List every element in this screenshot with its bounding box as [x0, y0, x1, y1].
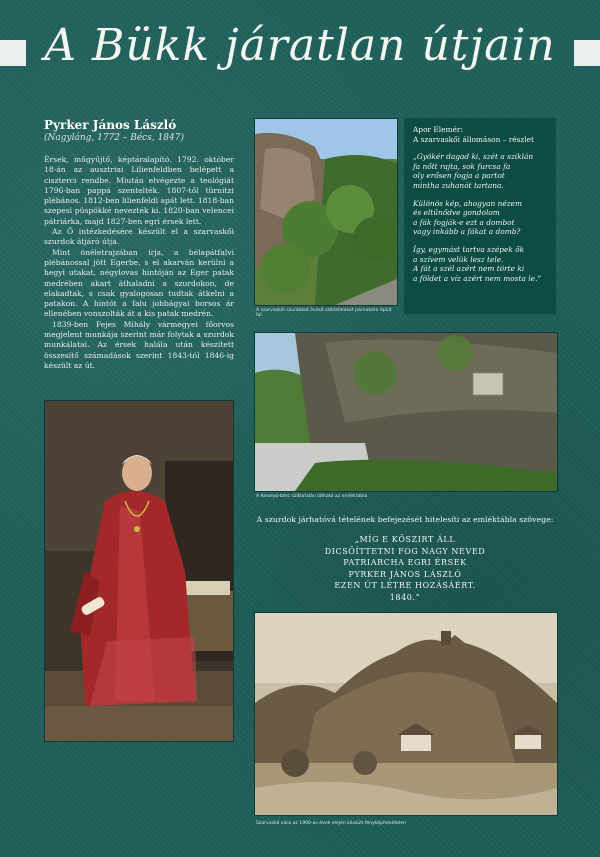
- photo-rock-plaque-image: [255, 333, 557, 491]
- photo-rock-plaque: [254, 332, 558, 492]
- poem-author: Apor Elemér:: [413, 125, 463, 134]
- biography-text: [44, 155, 234, 371]
- biography-paragraph: Érsek, műgyűjtő, képtáralapító. 1792. október 18-án az ausztriai Lilienfeldben belépett a ciszterci rendbe. Miután elvégezte a teológiát 1796-ban pappá szentelték. 1807-től türnitzi plébános. 1812-ben lilienfeldi apát lett. 1818-ban szepesi püspökké nevezték ki. 1820-ban velencei pátriárka, majd 1827-ben egri érsek lett.: [44, 155, 234, 226]
- person-dates: (Nagyláng, 1772 – Bécs, 1847): [44, 133, 184, 143]
- plaque-intro: A szurdok járhatóvá tételének befejezését hitelesíti az emléktábla szövege:: [256, 515, 554, 524]
- biography-paragraph: Az Ő intézkedésére készült el a szarvaskői szurdok átjáró útja.: [44, 227, 234, 247]
- title-bar-left: [0, 40, 26, 66]
- plaque-line: EZEN ÚT LÉTRE HOZÁSÁÉRT.: [334, 581, 476, 590]
- poem-title: A szarvaskői állomáson – részlet: [413, 134, 535, 144]
- poem-stanza: „Gyökér dagad ki, szét a sziklán fa nőtt rajta, sok furcsa fa oly erősen fogja a partot mintha zuhanót tartana.: [413, 152, 534, 190]
- plaque-line: PYRKER JÁNOS LÁSZLÓ: [348, 569, 462, 579]
- title-bar-right: [574, 40, 600, 66]
- photo-historic-castle-image: [255, 613, 557, 815]
- portrait-painting: [44, 400, 234, 742]
- photo2-caption: A Keselyű-bérc sziklafalán látható az emléktábla: [256, 494, 368, 499]
- biography-column: [44, 118, 234, 371]
- photo-historic-castle: [254, 612, 558, 816]
- photo-cliff-road-image: [255, 119, 397, 305]
- photo3-caption: Szarvaskő vára az 1900-as évek elején készült fényképfelvételen: [256, 821, 406, 826]
- photo1-caption: A szarvaskői szurdokot övező sziklafalakat párnakőre épült fal: [256, 308, 392, 318]
- plaque-line: 1840.”: [389, 592, 421, 602]
- poem-stanza: Különös kép, ahogyan nézem és eltűnődve gondolom a fák fogják-e ezt a dombot vagy inkább a fákat a domb?: [413, 198, 523, 237]
- page-title: A Bükk járatlan útjain: [44, 20, 556, 71]
- plaque-line: „MÍG E KŐSZIRT ÁLL: [354, 535, 456, 544]
- poem-stanza: Így, egymást tartva szépek ők a szívem velük lesz tele. A fát a szél azért nem törte ki a földet a víz azért nem mosta le.”: [413, 244, 542, 283]
- person-name: Pyrker János László: [44, 118, 177, 132]
- biography-paragraph: 1839-ben Fejes Mihály vármegyei főorvos megjelent munkája szerint már folytak a szurdok munkálatai. Az érsek halála után készített összesítő számadások szerint 1843-tól 1846-ig készült az út.: [44, 319, 234, 370]
- portrait-image: [45, 401, 233, 741]
- plaque-line: PATRIARCHA EGRI ÉRSEK: [343, 558, 467, 567]
- plaque-line: DICSŐÍTTETNI FOG NAGY NEVED: [324, 546, 486, 556]
- plaque-text: [254, 534, 556, 603]
- biography-paragraph: Mint önéletrajzában írja, a bélapátfalvi plébánossal jött Egerbe, s el akarván kerülni a hegyi utakat, négylovas hintóján az Eger patak medrében akart áthaladni a szurdokon, de elakadtak, s csak gyalogosan tudtak átkelni a patakon. A hintót a falu jobbágyai borsos ár ellenében vonszolták át a kis patak medrén.: [44, 247, 234, 319]
- photo-cliff-road: [254, 118, 398, 306]
- poem-box: [404, 118, 556, 314]
